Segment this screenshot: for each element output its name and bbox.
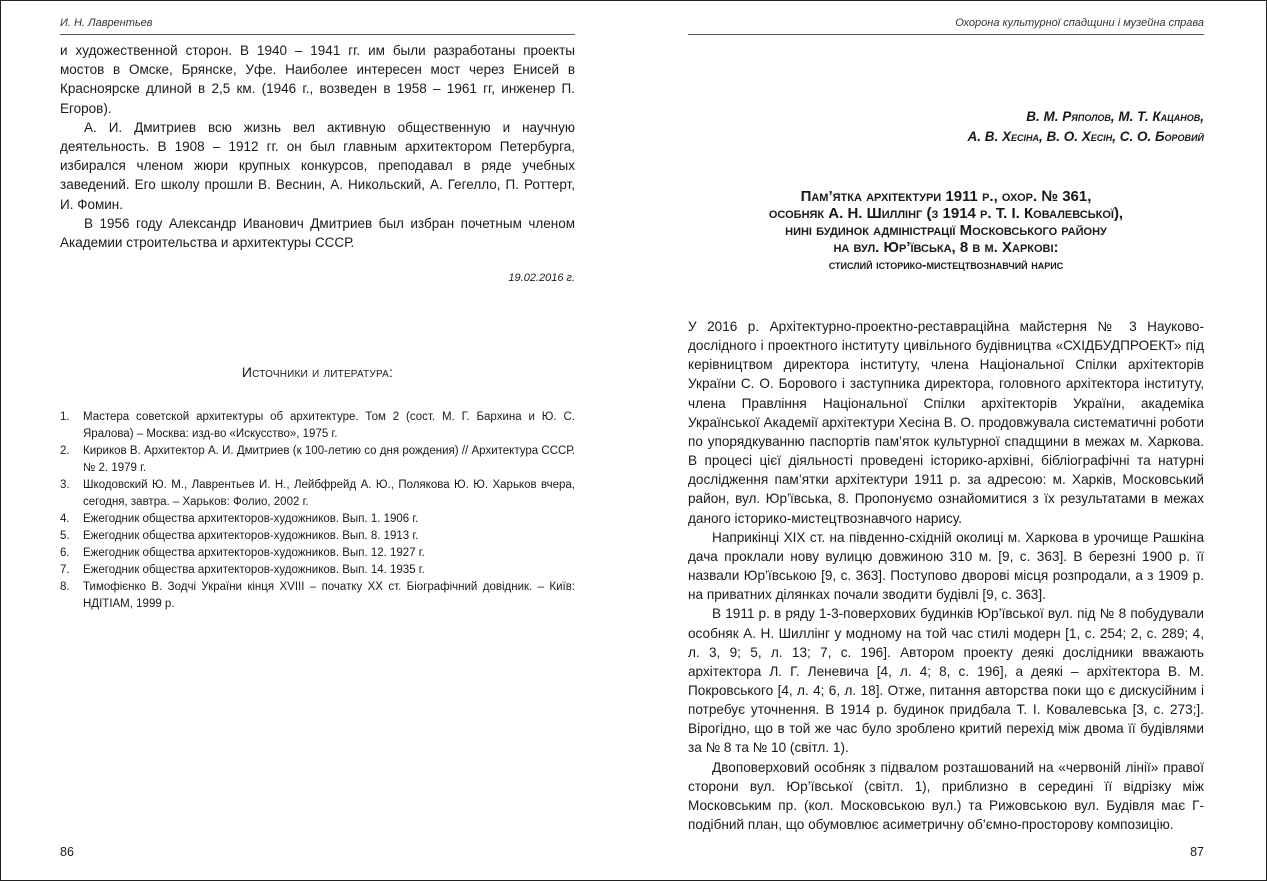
reference-text: Кириков В. Архитектор А. И. Дмитриев (к 100-летию со дня рождения) // Архитектура СССР. № 2. 1979 г. xyxy=(83,445,575,474)
reference-text: Шкодовский Ю. М., Лаврентьев И. Н., Лейбфрейд А. Ю., Полякова Ю. Ю. Харьков вчера, сегодня, завтра. – Харьков: Фолио, 2002 г. xyxy=(83,479,575,508)
paragraph: А. И. Дмитриев всю жизнь вел активную общественную и научную деятельность. В 1908 – 1912 гг. он был главным архитектором Петербурга, избирался членом жюри крупных конкурсов, преподавал в ряде учебных заведений. Его школу прошли В. Веснин, А. Никольский, А. Гегелло, П. Роттерт, И. Фомин. xyxy=(60,119,575,212)
title-line: нині будинок адміністрації Московського району xyxy=(785,222,1107,239)
running-head-left: И. Н. Лаврентьев xyxy=(60,17,575,35)
reference-text: Ежегодник общества архитекторов-художников. Вып. 1. 1906 г. xyxy=(83,513,419,525)
reference-text: Ежегодник общества архитекторов-художников. Вып. 8. 1913 г. xyxy=(83,530,419,542)
authors-block xyxy=(688,107,1204,147)
paragraph: Двоповерховий особняк з підвалом розташований на «червоній лінії» правої сторони вул. Юр’ївської (світл. 1), приблизно в середині її відрізку між Московським пр. (кол. Московською вул.) та Рижовською вул. Будівля має Г-подібний план, що обумовлює асиметричну об’ємно-просторову композицію. xyxy=(688,759,1204,833)
reference-number: 4. xyxy=(60,513,70,525)
reference-text: Ежегодник общества архитекторов-художников. Вып. 12. 1927 г. xyxy=(83,547,425,559)
reference-item xyxy=(60,562,575,579)
reference-item xyxy=(60,443,575,477)
authors-line: В. М. Ряполов, М. Т. Кацанов, xyxy=(1026,109,1204,124)
references-list xyxy=(60,409,575,613)
paragraph: Наприкінці XIX ст. на південно-східній околиці м. Харкова в урочище Рашкіна дача проклали нову вулицю довжиною 310 м. [9, с. 363]. В березні 1900 р. її назвали Юр’ївською [9, с. 363]. Поступово дворові місця розпродали, а з 1909 р. на приватних ділянках почали зводити будівлі [9, с. 363]. xyxy=(688,529,1204,603)
left-page xyxy=(60,0,575,881)
paragraph: У 2016 р. Архітектурно-проектно-реставраційна майстерня № 3 Науково-дослідного і проектного інституту цивільного будівництва «СХІДБУДПРОЕКТ» під керівництвом директора інституту, члена Національної Спілки архітекторів України С. О. Борового і заступника директора, головного архітектора інституту, члена Правління Національної Спілки архітекторів України, академіка Української Академії архітектури Хесіна В. О. продовжувала систематичні роботи по упорядкуванню паспортів пам’яток культурної спадщини в межах м. Харкова. В процесі цієї діяльності проведені історико-архівні, бібліографічні та натурні дослідження пам’ятки архітектури 1911 р. за адресою: м. Харків, Московський район, вул. Юр’ївська, 8. Пропонуємо ознайомитися з їх результатами в межах даного історико-мистецтвознавчого нарису. xyxy=(688,319,1204,526)
article-title xyxy=(688,188,1204,273)
reference-item xyxy=(60,409,575,443)
reference-number: 7. xyxy=(60,564,70,576)
sources-heading: Источники и литература: xyxy=(241,364,394,380)
paragraph: и художественной сторон. В 1940 – 1941 гг. им были разработаны проекты мостов в Омске, Брянске, Уфе. Наиболее интересен мост через Енисей в Красноярске длиной в 2,5 км. (1946 г., возведен в 1958 – 1961 гг, инженер П. Егоров). xyxy=(60,43,575,116)
reference-number: 1. xyxy=(60,411,70,423)
right-page xyxy=(688,0,1204,881)
reference-text: Тимофієнко В. Зодчі України кінця XVIII – початку XX ст. Біографічний довідник. – Київ: НДІТІАМ, 1999 р. xyxy=(83,581,575,610)
page-number-left: 86 xyxy=(60,845,74,859)
reference-item xyxy=(60,511,575,528)
right-body xyxy=(688,317,1204,834)
reference-text: Мастера советской архитектуры об архитектуре. Том 2 (сост. М. Г. Бархина и Ю. С. Яралова) – Москва: изд-во «Искусство», 1975 г. xyxy=(83,411,575,440)
reference-number: 5. xyxy=(60,530,70,542)
left-body xyxy=(60,41,575,252)
reference-number: 3. xyxy=(60,479,70,491)
title-line: особняк А. Н. Шиллінг (з 1914 р. Т. І. Ковалевської), xyxy=(768,205,1124,222)
reference-text: Ежегодник общества архитекторов-художников. Вып. 14. 1935 г. xyxy=(83,564,425,576)
paragraph: В 1911 р. в ряду 1-3-поверхових будинків Юр’ївської вул. під № 8 побудували особняк А. Н. Шиллінг у модному на той час стилі модерн [1, с. 254; 2, с. 289; 4, л. 3, 9; 5, л. 13; 7, с. 196]. Автором проекту деякі дослідники вважають архітектора Л. Г. Леневича [4, л. 4; 8, с. 196], а деякі – архітектора В. М. Покровського [4, л. 4; 6, л. 18]. Отже, питання авторства поки що є дискусійним і потребує уточнення. В 1914 р. будинок придбала Т. І. Ковалевська [3, с. 273;]. Вірогідно, що в той же час було зроблено критий перехід між двома її будівлями за № 8 та № 10 (світл. 1). xyxy=(688,606,1204,756)
page-number-right: 87 xyxy=(1190,845,1204,859)
paragraph: В 1956 году Александр Иванович Дмитриев был избран почетным членом Академии строительства и архитектуры СССР. xyxy=(60,215,575,251)
reference-item xyxy=(60,545,575,562)
reference-item xyxy=(60,579,575,613)
article-subtitle: стислий історико-мистецтвознавчий нарис xyxy=(828,257,1064,272)
authors-line: А. В. Хесіна, В. О. Хесін, С. О. Боровий xyxy=(967,129,1204,144)
title-line: на вул. Юр’ївська, 8 в м. Харкові: xyxy=(833,239,1059,256)
reference-number: 8. xyxy=(60,581,70,593)
reference-number: 2. xyxy=(60,445,70,457)
article-date: 19.02.2016 г. xyxy=(508,272,575,284)
reference-item xyxy=(60,477,575,511)
running-head-right: Охорона культурної спадщини і музейна справа xyxy=(688,17,1204,35)
reference-number: 6. xyxy=(60,547,70,559)
title-line: Пам’ятка архітектури 1911 р., охор. № 361, xyxy=(800,188,1092,205)
reference-item xyxy=(60,528,575,545)
